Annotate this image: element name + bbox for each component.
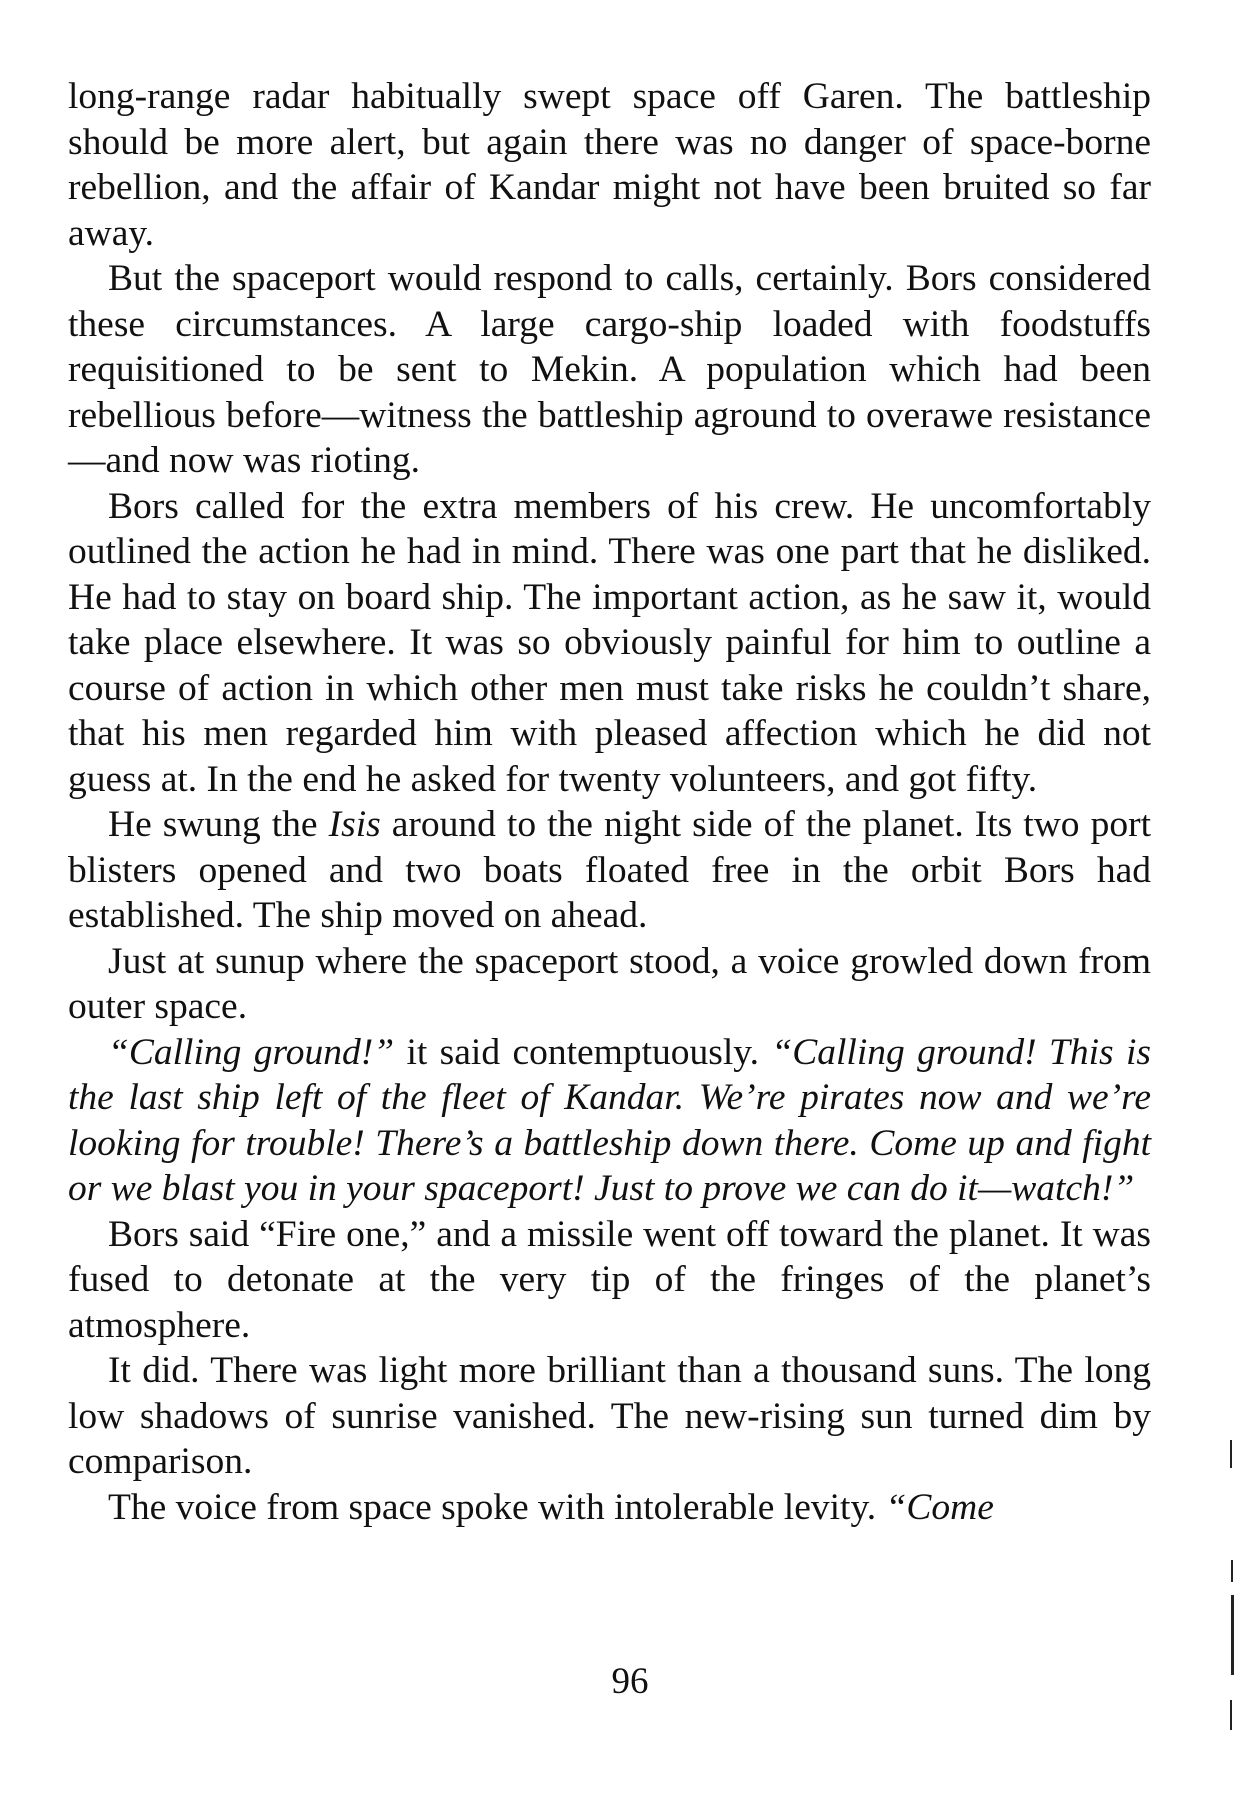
paragraph (68, 802, 1151, 939)
text-run: He swung the (108, 804, 329, 845)
margin-artifact-mark (1231, 1560, 1233, 1582)
page-number: 96 (611, 1661, 649, 1702)
margin-artifact-mark (1230, 1440, 1232, 1468)
text-run: Bors called for the extra members of his crew. He uncomfortably outlined the action he had in mind. There was one part that he disliked. He had to stay on board ship. The important action, as he saw it, would take place elsewhere. It was so obviously painful for him to outline a course of action in which other men must take risks he couldn’t share, that his men regarded him with pleased affection which he did not guess at. In the end he asked for twenty volunteers, and got fifty. (68, 485, 1151, 800)
text-run: It did. There was light more brilliant than a thousand suns. The long low shadows of sunrise vanished. The new-rising sun turned dim by comparison. (68, 1350, 1151, 1482)
paragraph (68, 1485, 1151, 1531)
paragraph (68, 484, 1151, 803)
text-run: around to the night side of the planet. Its two port blisters opened and two boats floated free in the orbit Bors had established. The ship moved on ahead. (68, 804, 1151, 936)
italic-text-run: “Calling ground! This is the last ship left of the fleet of Kandar. We’re pirates now and we’re looking for trouble! There’s a battleship down there. Come up and fight or we blast you in your spaceport! Just to prove we can do it—watch!” (68, 1031, 1151, 1209)
text-run: The voice from space spoke with intolerable levity. (108, 1486, 886, 1528)
text-run: long-range radar habitually swept space off Garen. The battleship should be more alert, but again there was no danger of space-borne rebellion, and the affair of Kandar might not have been bruited so far away. (68, 76, 1151, 254)
paragraph (68, 1030, 1151, 1212)
paragraph (68, 256, 1151, 484)
text-run: But the spaceport would respond to calls, certainly. Bors considered these circumstances. A large cargo-ship loaded with foodstuffs requisitioned to be sent to Mekin. A population which had been rebellious before—witness the battleship aground to overawe resistance—and now was rioting. (68, 258, 1151, 481)
paragraph (68, 74, 1151, 256)
text-run: Just at sunup where the spaceport stood, a voice growled down from outer space. (68, 940, 1151, 1027)
italic-text-run: Isis (328, 804, 381, 845)
italic-text-run: “Calling ground!” (108, 1031, 395, 1073)
paragraph (68, 1212, 1151, 1349)
paragraph (68, 1348, 1151, 1485)
text-run: it said contemptuously. (394, 1031, 772, 1073)
paragraph (68, 939, 1151, 1030)
text-run: Bors said “Fire one,” and a missile went off toward the planet. It was fused to detonate at the very tip of the fringes of the planet’s atmosphere. (68, 1213, 1151, 1346)
body-text (68, 74, 1151, 1530)
margin-artifact-mark (1230, 1700, 1232, 1730)
italic-text-run: “Come (885, 1486, 994, 1528)
margin-artifact-mark (1231, 1595, 1234, 1675)
